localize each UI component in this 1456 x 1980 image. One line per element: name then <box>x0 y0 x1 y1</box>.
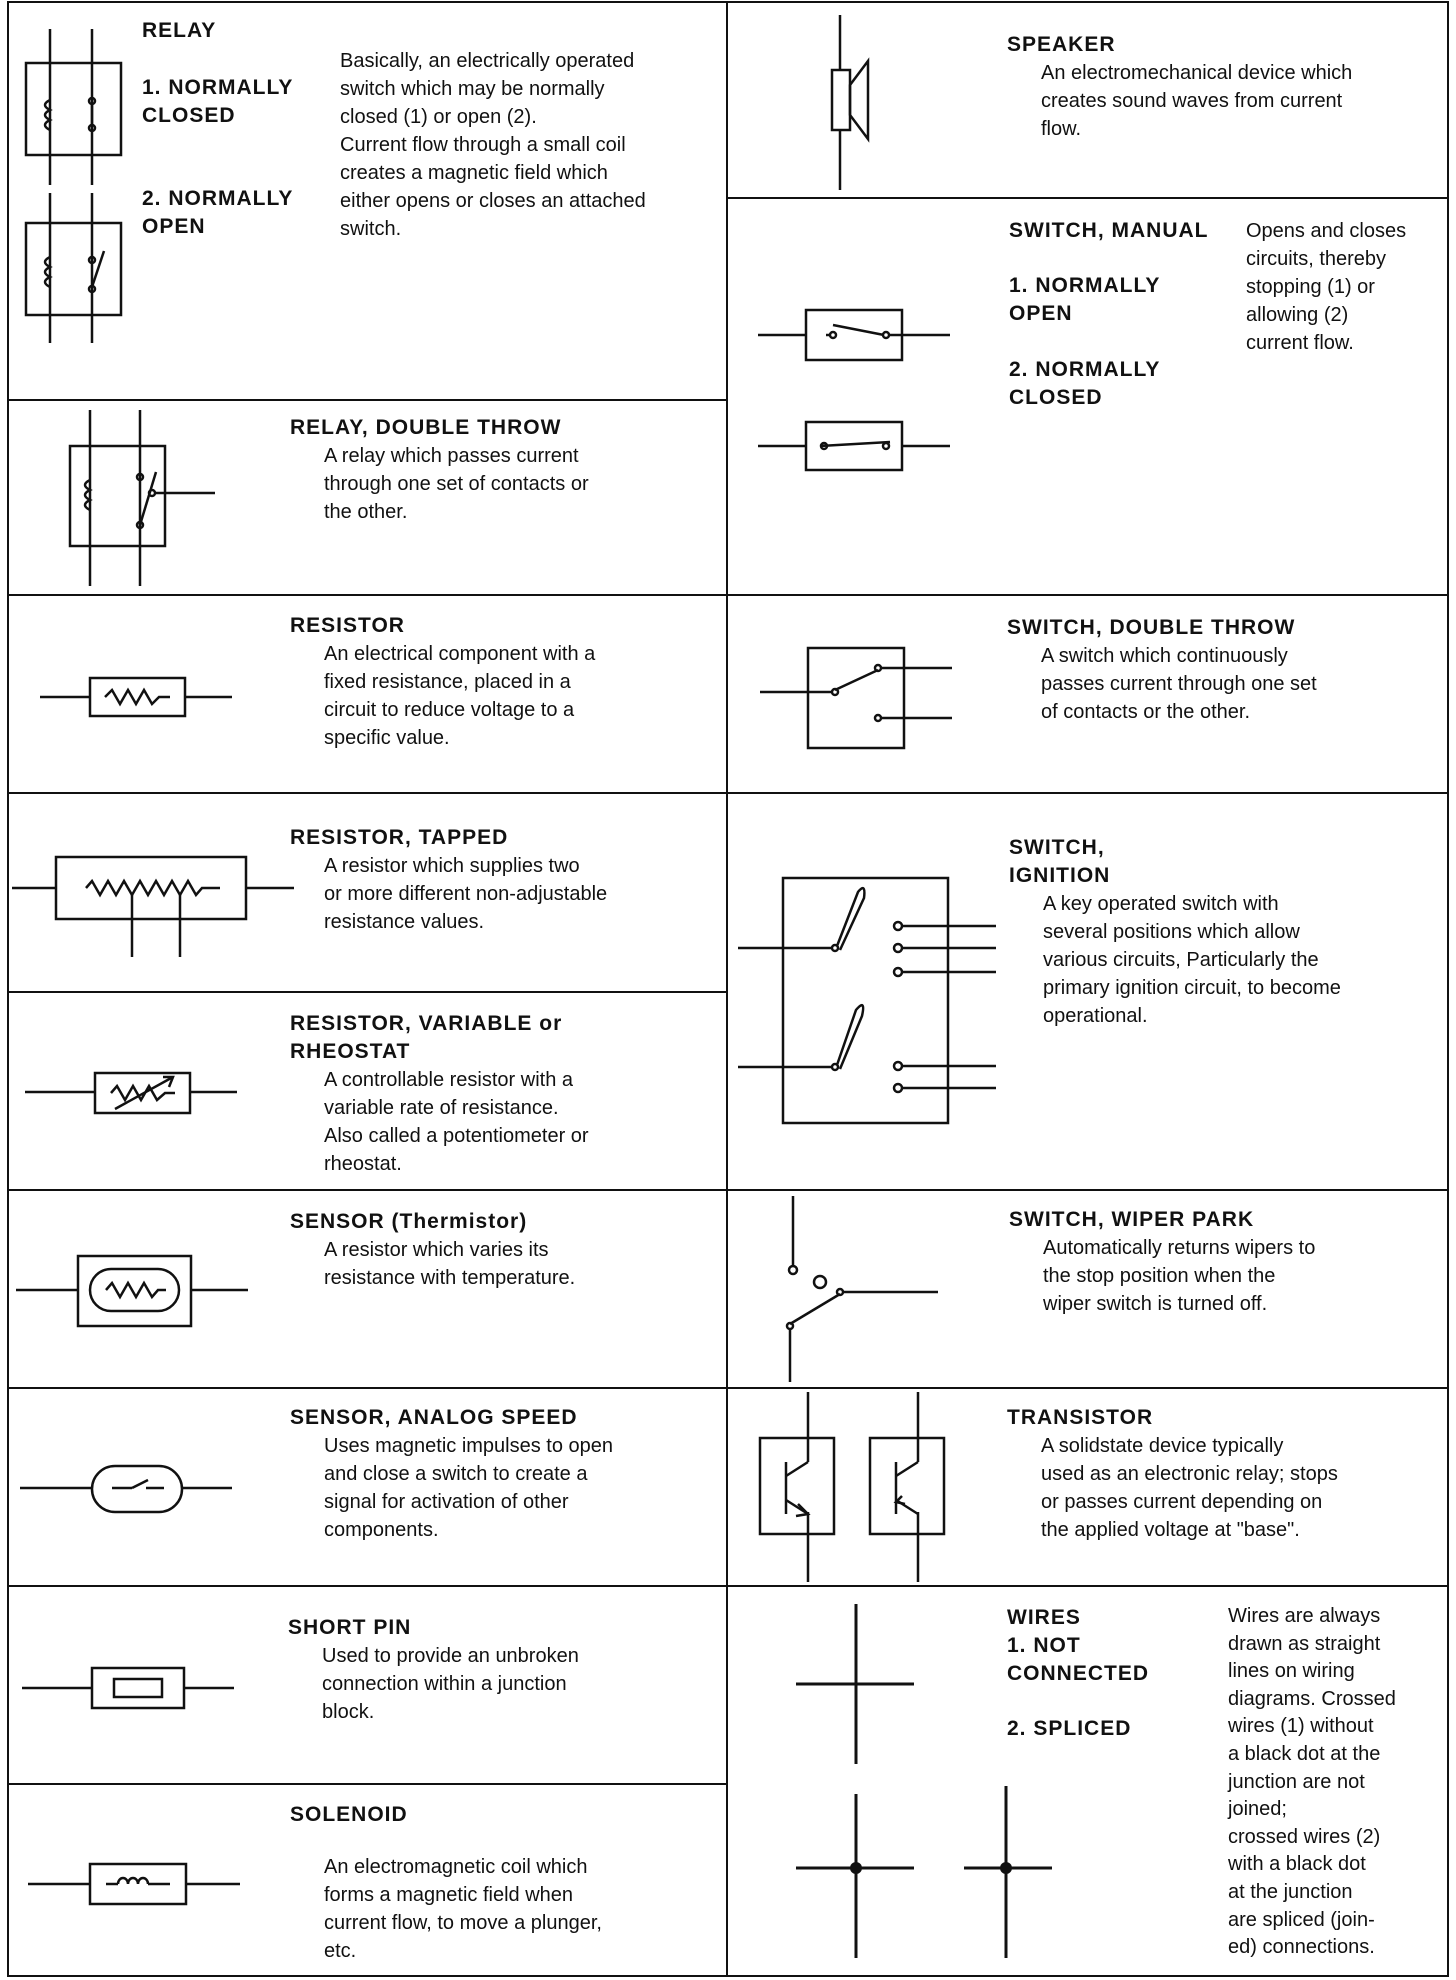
double-throw-switch-desc: A switch which continuously passes current through one set of contacts or the other. <box>1041 645 1317 723</box>
manual-switch-option-1: 1. NORMALLY OPEN <box>1009 274 1161 325</box>
ignition-switch-title: SWITCH, IGNITION <box>1009 836 1111 887</box>
analog-speed-sensor-icon <box>20 1460 240 1520</box>
manual-switch-title: SWITCH, MANUAL <box>1009 219 1209 242</box>
resistor-tapped-desc: A resistor which supplies two or more different non-adjustable resistance values. <box>324 855 608 933</box>
solenoid-icon <box>28 1858 248 1918</box>
relay-icon <box>20 25 130 345</box>
manual-switch-desc: Opens and closes circuits, thereby stopping (1) or allowing (2) current flow. <box>1246 220 1407 354</box>
relay-double-throw-icon <box>60 410 220 590</box>
resistor-variable-icon <box>25 1065 245 1125</box>
wires-option-2: 2. SPLICED <box>1007 1717 1132 1740</box>
wiper-park-switch-icon <box>760 1196 940 1386</box>
relay-option-1: 1. NORMALLY CLOSED <box>142 76 294 127</box>
manual-switch-icon <box>758 300 968 480</box>
resistor-variable-title: RESISTOR, VARIABLE or RHEOSTAT <box>290 1012 563 1063</box>
wiper-park-desc: Automatically returns wipers to the stop position when the wiper switch is turned off. <box>1043 1237 1316 1315</box>
short-pin-title: SHORT PIN <box>288 1616 412 1639</box>
resistor-tapped-icon <box>12 853 302 963</box>
short-pin-icon <box>22 1660 242 1720</box>
analog-speed-desc: Uses magnetic impulses to open and close a switch to create a signal for activation of other components. <box>324 1435 614 1541</box>
ignition-switch-desc: A key operated switch with several positions which allow various circuits, Particularly the primary ignition circuit, to become operational. <box>1043 893 1341 1027</box>
transistor-desc: A solidstate device typically used as an electronic relay; stops or passes current depending on the applied voltage at "base". <box>1041 1435 1338 1541</box>
thermistor-title: SENSOR (Thermistor) <box>290 1210 528 1233</box>
speaker-title: SPEAKER <box>1007 33 1116 56</box>
manual-switch-option-2: 2. NORMALLY CLOSED <box>1009 358 1161 409</box>
wiper-park-title: SWITCH, WIPER PARK <box>1009 1208 1255 1231</box>
speaker-icon <box>820 15 880 195</box>
relay-double-throw-title: RELAY, DOUBLE THROW <box>290 416 562 439</box>
double-throw-switch-icon <box>760 640 960 760</box>
short-pin-desc: Used to provide an unbroken connection within a junction block. <box>322 1645 579 1723</box>
relay-double-throw-desc: A relay which passes current through one set of contacts or the other. <box>324 445 589 523</box>
analog-speed-title: SENSOR, ANALOG SPEED <box>290 1406 578 1429</box>
solenoid-title: SOLENOID <box>290 1803 408 1826</box>
relay-desc: Basically, an electrically operated switch which may be normally closed (1) or open (2). Current flow through a small coil creates a magnetic field which either opens or closes an attached switch. <box>340 50 646 240</box>
resistor-title: RESISTOR <box>290 614 405 637</box>
relay-title: RELAY <box>142 19 217 42</box>
wires-option-1: 1. NOT CONNECTED <box>1007 1634 1150 1685</box>
wires-title: WIRES <box>1007 1606 1081 1629</box>
double-throw-switch-title: SWITCH, DOUBLE THROW <box>1007 616 1296 639</box>
resistor-desc: An electrical component with a fixed resistance, placed in a circuit to reduce voltage to a specific value. <box>324 643 596 749</box>
ignition-switch-icon <box>738 870 1008 1130</box>
resistor-variable-desc: A controllable resistor with a variable rate of resistance. Also called a potentiometer or rheostat. <box>324 1069 589 1175</box>
relay-option-2: 2. NORMALLY OPEN <box>142 187 294 238</box>
speaker-desc: An electromechanical device which creates sound waves from current flow. <box>1041 62 1353 140</box>
transistor-icon <box>758 1392 950 1584</box>
resistor-tapped-title: RESISTOR, TAPPED <box>290 826 509 849</box>
solenoid-desc: An electromagnetic coil which forms a magnetic field when current flow, to move a plunger, etc. <box>324 1856 602 1962</box>
thermistor-icon <box>16 1250 256 1330</box>
transistor-title: TRANSISTOR <box>1007 1406 1154 1429</box>
wires-desc: Wires are always drawn as straight lines on wiring diagrams. Crossed wires (1) without a black dot at the junction are not joined; crossed wires (2) with a black dot at the junction are spliced (join- ed) connections. <box>1228 1605 1396 1959</box>
thermistor-desc: A resistor which varies its resistance with temperature. <box>324 1239 576 1289</box>
resistor-icon <box>40 670 240 730</box>
